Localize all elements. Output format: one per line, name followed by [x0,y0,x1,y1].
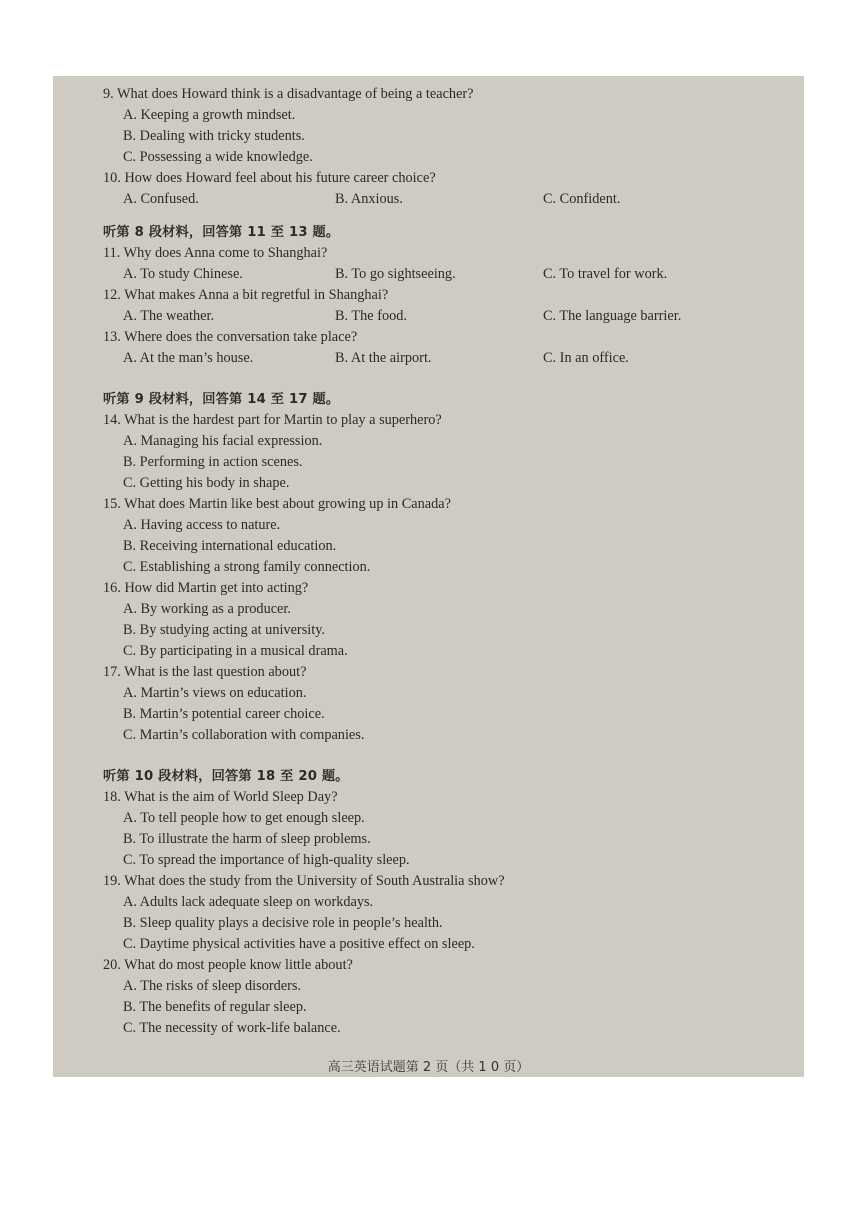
question-stem: 17. What is the last question about? [103,664,307,680]
option: A. To tell people how to get enough sleep. [123,810,365,826]
question-stem: 15. What does Martin like best about growing up in Canada? [103,496,451,512]
option: A. To study Chinese. [123,266,243,282]
exam-page [53,76,804,1077]
option: C. Establishing a strong family connection. [123,559,371,575]
option: C. By participating in a musical drama. [123,643,348,659]
question-stem: 14. What is the hardest part for Martin to play a superhero? [103,412,442,428]
option: C. To travel for work. [543,266,668,282]
option: A. Confused. [123,191,199,207]
option: C. Martin’s collaboration with companies. [123,727,365,743]
option: B. Receiving international education. [123,538,337,554]
option: A. Martin’s views on education. [123,685,307,701]
option: A. At the man’s house. [123,350,254,366]
option: B. To go sightseeing. [335,266,456,282]
section-heading: 听第 8 段材料，回答第 11 至 13 题。 [103,225,340,240]
section-heading: 听第 9 段材料，回答第 14 至 17 题。 [103,392,340,407]
option: B. Sleep quality plays a decisive role in people’s health. [123,915,443,931]
option: A. The weather. [123,308,215,324]
option: B. Martin’s potential career choice. [123,706,325,722]
page-footer: 高三英语试题第 2 页（共 1 0 页） [327,1060,530,1075]
question-stem: 18. What is the aim of World Sleep Day? [103,789,338,805]
option-row [123,348,783,369]
option-row [123,306,783,327]
option: C. To spread the importance of high-quality sleep. [123,852,410,868]
option: A. By working as a producer. [123,601,291,617]
option: C. The necessity of work-life balance. [123,1020,341,1036]
option: C. In an office. [543,350,629,366]
option: B. By studying acting at university. [123,622,325,638]
question-stem: 13. Where does the conversation take place? [103,329,358,345]
option: B. Performing in action scenes. [123,454,303,470]
question-stem: 11. Why does Anna come to Shanghai? [103,245,328,261]
option: B. The food. [335,308,408,324]
question-stem: 16. How did Martin get into acting? [103,580,309,596]
option: A. Adults lack adequate sleep on workdays. [123,894,374,910]
option-row [123,189,783,210]
option: B. To illustrate the harm of sleep problems. [123,831,371,847]
section-heading: 听第 10 段材料，回答第 18 至 20 题。 [103,769,349,784]
option: B. Anxious. [335,191,403,207]
question-stem: 20. What do most people know little about? [103,957,353,973]
option: C. Possessing a wide knowledge. [123,149,313,165]
question-stem: 10. How does Howard feel about his future career choice? [103,170,436,186]
option: A. The risks of sleep disorders. [123,978,302,994]
option: C. Getting his body in shape. [123,475,290,491]
option: B. The benefits of regular sleep. [123,999,307,1015]
option: C. Daytime physical activities have a positive effect on sleep. [123,936,475,952]
question-stem: 12. What makes Anna a bit regretful in Shanghai? [103,287,389,303]
question-list [103,84,783,1039]
option-row [123,264,783,285]
option: B. Dealing with tricky students. [123,128,305,144]
option: A. Keeping a growth mindset. [123,107,296,123]
question-stem: 9. What does Howard think is a disadvantage of being a teacher? [103,86,474,102]
option: A. Managing his facial expression. [123,433,323,449]
option: A. Having access to nature. [123,517,281,533]
option: C. Confident. [543,191,621,207]
option: B. At the airport. [335,350,432,366]
option: C. The language barrier. [543,308,682,324]
question-stem: 19. What does the study from the University of South Australia show? [103,873,505,889]
